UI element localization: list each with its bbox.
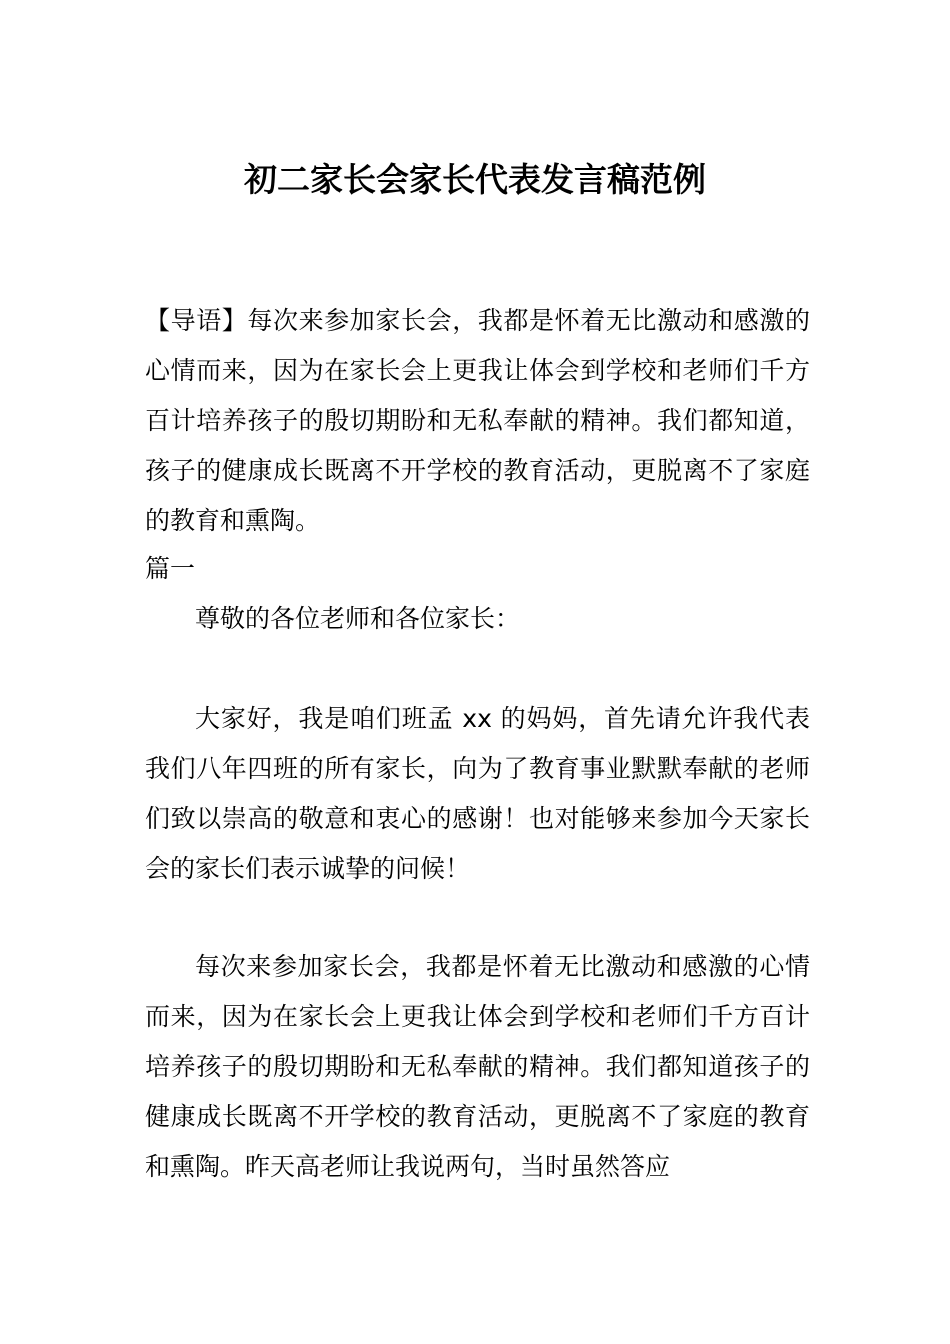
document-title: 初二家长会家长代表发言稿范例 bbox=[244, 160, 706, 199]
speech-paragraph-1: 大家好，我是咱们班孟 xx 的妈妈，首先请允许我代表我们八年四班的所有家长，向为了教育事业默默奉献的老师们致以崇高的敬意和衷心的感谢！也对能够来参加今天家长会的家长们表示诚挚的问候！ bbox=[145, 704, 810, 883]
greeting-line: 尊敬的各位老师和各位家长： bbox=[195, 604, 521, 633]
section-label: 篇一 bbox=[145, 554, 196, 583]
speech-paragraph-2: 每次来参加家长会，我都是怀着无比激动和感激的心情而来，因为在家长会上更我让体会到学校和老师们千方百计培养孩子的殷切期盼和无私奉献的精神。我们都知道孩子的健康成长既离不开学校的教育活动，更脱离不了家庭的教育和熏陶。昨天高老师让我说两句，当时虽然答应 bbox=[145, 952, 810, 1181]
intro-paragraph: 【导语】每次来参加家长会，我都是怀着无比激动和感激的心情而来，因为在家长会上更我让体会到学校和老师们千方百计培养孩子的殷切期盼和无私奉献的精神。我们都知道，孩子的健康成长既离不开学校的教育活动，更脱离不了家庭的教育和熏陶。 bbox=[145, 306, 810, 535]
